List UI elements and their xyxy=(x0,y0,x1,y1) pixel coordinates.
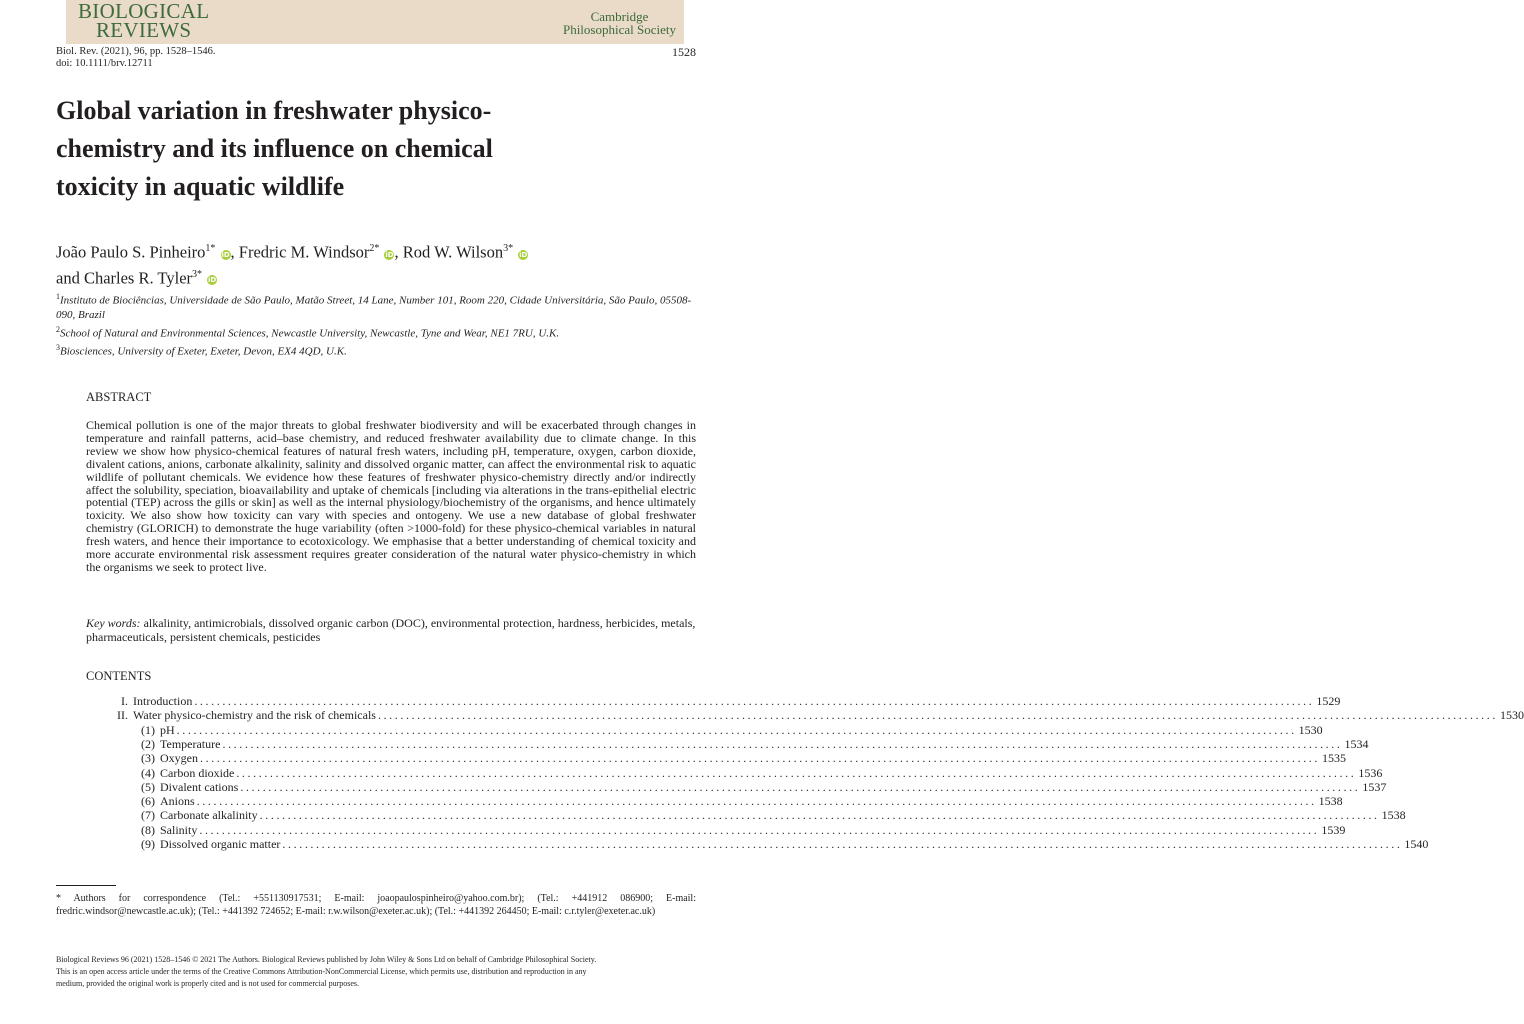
affiliation-text: Biosciences, University of Exeter, Exeter, Devon, EX4 4QD, U.K. xyxy=(60,345,347,358)
toc-leader: ........................................................................................................................................................................................................ xyxy=(236,765,1357,780)
toc-title: Divalent cations xyxy=(160,779,239,794)
affiliation-list xyxy=(56,290,696,359)
abstract-heading: ABSTRACT xyxy=(86,390,152,404)
toc-number: (6) xyxy=(141,794,155,809)
keywords-label: Key words: xyxy=(86,616,141,630)
toc-entry[interactable] xyxy=(141,794,1343,809)
toc-leader: ........................................................................................................................................................................................................ xyxy=(199,822,1320,837)
footnote-divider xyxy=(56,885,116,886)
license-line: Biological Reviews 96 (2021) 1528–1546 © 2021 The Authors. Biological Reviews published by John Wiley & Sons Ltd on behalf of Cambridge Philosophical Society. xyxy=(56,955,597,964)
title-line: Global variation in freshwater physico- xyxy=(56,96,492,125)
author-separator: , xyxy=(394,242,403,262)
affiliation-marker: 2 xyxy=(56,324,60,334)
license-line: medium, provided the original work is properly cited and is not used for commercial purposes. xyxy=(56,979,360,988)
toc-page-number: 1538 xyxy=(1381,808,1406,823)
doi-link[interactable]: doi: 10.1111/brv.12711 xyxy=(56,58,153,69)
affiliation-item xyxy=(56,341,696,359)
toc-page-number: 1529 xyxy=(1316,694,1341,708)
toc-entry[interactable] xyxy=(117,708,1524,723)
toc-page-number: 1530 xyxy=(1298,722,1323,737)
toc-number: (4) xyxy=(141,765,155,780)
orcid-icon[interactable]: iD xyxy=(385,250,394,259)
toc-title: Temperature xyxy=(160,736,221,751)
orcid-icon[interactable]: iD xyxy=(221,250,230,259)
license-notice xyxy=(56,954,696,990)
toc-title: Salinity xyxy=(160,822,198,837)
toc-leader: ........................................................................................................................................................................................................ xyxy=(196,794,1317,809)
toc-entry[interactable] xyxy=(141,736,1369,751)
toc-number: (8) xyxy=(141,822,155,837)
toc-number: II. xyxy=(117,708,128,723)
toc-entry[interactable] xyxy=(141,751,1346,766)
toc-page-number: 1536 xyxy=(1358,765,1383,780)
toc-number: (5) xyxy=(141,779,155,794)
citation-block xyxy=(56,46,215,70)
affiliation-marker: 3 xyxy=(56,342,60,352)
publisher-logo xyxy=(563,10,676,36)
toc-page-number: 1539 xyxy=(1321,822,1346,837)
author-name[interactable]: and Charles R. Tyler xyxy=(56,268,193,287)
abstract-text: Chemical pollution is one of the major threats to global freshwater biodiversity and will be exacerbated through changes in temperature and rainfall patterns, acid–base chemistry, and reduced freshwater availability due to climate change. In this review we show how physico-chemical features of natural fresh waters, including pH, temperature, oxygen, carbon dioxide, divalent cations, anions, carbonate alkalinity, salinity and dissolved organic matter, can affect the environmental risk to aquatic wildlife of pollutant chemicals. We evidence how these features of freshwater physico-chemistry directly and/or indirectly affect the solubility, speciation, bioavailability and uptake of chemicals [including via alterations in the trans-epithelial electric potential (TEP) across the gills or skin] as well as the internal physiology/biochemistry of the organisms, and hence ultimately toxicity. We also show how toxicity can vary with species and ontogeny. We use a new database of global freshwater chemistry (GLORICH) to demonstrate the huge variability (often >1000-fold) for these physico-chemical variables in natural fresh waters, and hence their importance to ecotoxicology. We emphasise that a better understanding of chemical toxicity and more accurate environmental risk assessment requires greater consideration of the natural water physico-chemistry in which the organisms we seek to protect live. xyxy=(86,418,696,574)
keywords xyxy=(86,616,696,644)
toc-title: Oxygen xyxy=(160,751,198,766)
toc-entry[interactable] xyxy=(141,808,1406,823)
toc-title: Anions xyxy=(160,794,195,809)
toc-title: Introduction xyxy=(133,694,193,708)
journal-name-line1: BIOLOGICAL xyxy=(78,0,210,23)
toc-page-number: 1530 xyxy=(1499,708,1524,723)
license-line: This is an open access article under the terms of the Creative Commons Attribution-NonCommercial License, which permits use, distribution and reproduction in any xyxy=(56,967,587,976)
toc-page-number: 1537 xyxy=(1362,779,1387,794)
author-affiliation-marker: 3* xyxy=(192,268,203,280)
journal-name-line2: REVIEWS xyxy=(95,18,192,42)
toc-number: (1) xyxy=(141,722,155,737)
toc-leader: ........................................................................................................................................................................................................ xyxy=(282,837,1403,851)
toc-entry[interactable] xyxy=(141,722,1323,737)
toc-page-number: 1535 xyxy=(1322,751,1346,766)
toc-title: Dissolved organic matter xyxy=(160,837,281,851)
toc-leader: ........................................................................................................................................................................................................ xyxy=(240,779,1361,794)
toc-entry[interactable] xyxy=(121,694,1341,708)
page-number: 1528 xyxy=(672,45,696,59)
toc-number: (9) xyxy=(141,837,155,851)
title-line: toxicity in aquatic wildlife xyxy=(56,172,345,201)
article-title xyxy=(56,92,696,206)
toc-title: Carbonate alkalinity xyxy=(160,808,258,823)
toc-number: (7) xyxy=(141,808,155,823)
author-list xyxy=(56,238,696,289)
toc-number: I. xyxy=(121,694,128,708)
affiliation-item xyxy=(56,323,696,341)
toc-number: (3) xyxy=(141,751,155,766)
toc-entry[interactable] xyxy=(141,779,1387,794)
citation-line: Biol. Rev. (2021), 96, pp. 1528–1546. xyxy=(56,46,216,57)
toc-leader: ........................................................................................................................................................................................................ xyxy=(176,722,1297,737)
keywords-text: alkalinity, antimicrobials, dissolved organic carbon (DOC), environmental protection, hardness, herbicides, metals, pharmaceuticals, persistent chemicals, pesticides xyxy=(86,616,696,644)
toc-leader: ........................................................................................................................................................................................................ xyxy=(259,808,1380,823)
journal-logo xyxy=(78,2,209,40)
orcid-icon[interactable]: iD xyxy=(519,250,528,259)
affiliation-marker: 1 xyxy=(56,292,60,301)
author-name[interactable]: Rod W. Wilson xyxy=(402,242,504,262)
toc-entry[interactable] xyxy=(141,822,1346,837)
title-line: chemistry and its influence on chemical xyxy=(56,134,493,163)
toc-number: (2) xyxy=(141,736,155,751)
affiliation-item xyxy=(56,290,696,323)
contents-heading: CONTENTS xyxy=(86,669,152,683)
toc-leader: ........................................................................................................................................................................................................ xyxy=(377,708,1498,723)
toc-page-number: 1534 xyxy=(1344,736,1369,751)
affiliation-text: Instituto de Biociências, Universidade de São Paulo, Matão Street, 14 Lane, Number 101, Room 220, Cidade Universitária, São Paulo, 05508-090, Brazil xyxy=(56,294,692,322)
toc-page-number: 1540 xyxy=(1404,837,1429,851)
correspondence-footnote: * Authors for correspondence (Tel.: +551130917531; E-mail: joaopaulospinheiro@yahoo.com.br); (Tel.: +441912 086900; E-mail: fredric.windsor@newcastle.ac.uk); (Tel.: +441392 724652; E-mail: r.w.wilson@exeter.ac.uk); (Tel.: +441392 264450; E-mail: c.r.tyler@exeter.ac.uk) xyxy=(56,893,696,918)
toc-leader: ........................................................................................................................................................................................................ xyxy=(222,736,1343,751)
author-affiliation-marker: 1* xyxy=(205,243,216,254)
toc-title: Water physico-chemistry and the risk of chemicals xyxy=(133,708,376,723)
toc-title: Carbon dioxide xyxy=(160,765,235,780)
author-affiliation-marker: 3* xyxy=(503,243,514,254)
author-affiliation-marker: 2* xyxy=(369,243,380,254)
publisher-line2: Philosophical Society xyxy=(562,22,676,37)
affiliation-text: School of Natural and Environmental Sciences, Newcastle University, Newcastle, Tyne and Wear, NE1 7RU, U.K. xyxy=(60,327,560,340)
toc-leader: ........................................................................................................................................................................................................ xyxy=(200,751,1320,766)
author-name[interactable]: João Paulo S. Pinheiro xyxy=(56,242,206,262)
toc-entry[interactable] xyxy=(141,765,1383,780)
author-separator: , xyxy=(230,242,239,262)
orcid-icon[interactable]: iD xyxy=(208,276,217,284)
toc-entry[interactable] xyxy=(141,837,1429,851)
toc-leader: ........................................................................................................................................................................................................ xyxy=(194,694,1315,708)
toc-title: pH xyxy=(160,722,175,737)
toc-page-number: 1538 xyxy=(1318,794,1343,809)
publisher-line1: Cambridge xyxy=(590,9,649,24)
author-name[interactable]: Fredric M. Windsor xyxy=(238,242,370,262)
